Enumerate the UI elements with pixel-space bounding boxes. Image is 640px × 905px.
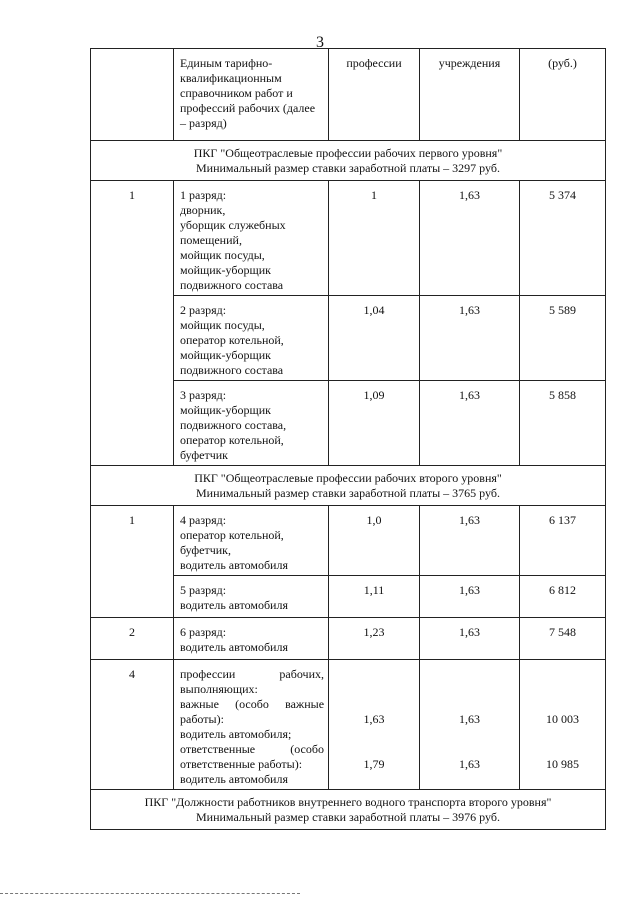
header-name-line: справочником работ и: [180, 86, 293, 100]
coef-profession: 1: [329, 181, 420, 296]
coef-institution-a: 1,63: [459, 712, 480, 726]
position-word: важные: [180, 697, 219, 711]
position-line: мойщик-уборщик: [180, 348, 271, 362]
group1-title: ПКГ "Общеотраслевые профессии рабочих первого уровня": [193, 146, 503, 160]
coef-institution: 1,63: [420, 618, 520, 660]
row-number: 1: [91, 506, 174, 618]
group3-subtitle: Минимальный размер ставки заработной платы – 3976 руб.: [196, 810, 500, 824]
position-line: 3 разряд:: [180, 388, 227, 402]
position-line: [180, 667, 324, 682]
position-line: водитель автомобиля: [180, 598, 288, 612]
header-col-rub: (руб.): [520, 49, 606, 141]
coef-profession: 1,0: [329, 506, 420, 576]
position-line: подвижного состава: [180, 278, 284, 292]
header-name-line: профессий рабочих (далее: [180, 101, 316, 115]
position-word: профессии: [180, 667, 236, 681]
salary-value-a: 10 003: [546, 712, 579, 726]
position-line: 1 разряд:: [180, 188, 227, 202]
position-line: помещений,: [180, 233, 242, 247]
position-word: рабочих,: [279, 667, 324, 681]
group-title-row: [91, 141, 606, 181]
page-number: 3: [316, 34, 324, 51]
position-line: водитель автомобиля: [180, 558, 288, 572]
header-row: [91, 49, 606, 141]
table-row: [91, 181, 606, 296]
table-row: [91, 618, 606, 660]
row-number: 1: [91, 181, 174, 466]
position-line: 2 разряд:: [180, 303, 227, 317]
coef-profession: [329, 660, 420, 790]
position-line: водитель автомобиля: [180, 640, 288, 654]
group-title-row: [91, 790, 606, 830]
position-word: (особо: [235, 697, 269, 711]
position-cell: [174, 576, 329, 618]
position-line: 5 разряд:: [180, 583, 227, 597]
coef-profession: 1,09: [329, 381, 420, 466]
header-name-line: Единым тарифно-: [180, 56, 273, 70]
position-cell: [174, 618, 329, 660]
position-line: водитель автомобиля;: [180, 727, 292, 741]
position-line: [180, 742, 324, 757]
group1-title-cell: [91, 141, 606, 181]
position-cell: [174, 506, 329, 576]
position-line: подвижного состава: [180, 363, 284, 377]
table-row: [91, 660, 606, 790]
header-num-cell: [91, 49, 174, 141]
position-line: мойщик-уборщик: [180, 403, 271, 417]
group3-title: ПКГ "Должности работников внутреннего водного транспорта второго уровня": [144, 795, 552, 809]
salary-value: 5 858: [520, 381, 606, 466]
position-line: работы):: [180, 712, 224, 726]
group1-subtitle: Минимальный размер ставки заработной платы – 3297 руб.: [196, 161, 500, 175]
position-line: оператор котельной,: [180, 528, 284, 542]
position-line: мойщик посуды,: [180, 248, 265, 262]
position-line: мойщик-уборщик: [180, 263, 271, 277]
salary-value-b: 10 985: [546, 757, 579, 771]
coef-institution-b: 1,63: [459, 757, 480, 771]
position-line: мойщик посуды,: [180, 318, 265, 332]
group2-title: ПКГ "Общеотраслевые профессии рабочих второго уровня": [194, 471, 502, 485]
row-number: 4: [91, 660, 174, 790]
position-cell: [174, 660, 329, 790]
position-line: водитель автомобиля: [180, 772, 288, 786]
position-line: уборщик служебных: [180, 218, 286, 232]
position-line: подвижного состава,: [180, 418, 287, 432]
position-line: дворник,: [180, 203, 226, 217]
position-word: (особо: [290, 742, 324, 756]
bottom-rule: [0, 893, 300, 894]
salary-value: 6 137: [520, 506, 606, 576]
coef-profession: 1,11: [329, 576, 420, 618]
header-col-institution: учреждения: [420, 49, 520, 141]
group2-subtitle: Минимальный размер ставки заработной платы – 3765 руб.: [196, 486, 500, 500]
salary-table: [90, 48, 606, 830]
position-line: 6 разряд:: [180, 625, 227, 639]
coef-institution: 1,63: [420, 381, 520, 466]
position-line: выполняющих:: [180, 682, 258, 696]
group-title-row: [91, 466, 606, 506]
row-number: 2: [91, 618, 174, 660]
position-line: ответственные работы):: [180, 757, 303, 771]
coef-profession: 1,23: [329, 618, 420, 660]
position-cell: [174, 381, 329, 466]
salary-value: 7 548: [520, 618, 606, 660]
position-cell: [174, 181, 329, 296]
coef-institution: 1,63: [420, 506, 520, 576]
position-word: важные: [285, 697, 325, 711]
coef-institution: 1,63: [420, 181, 520, 296]
position-word: ответственные: [180, 742, 256, 756]
position-line: оператор котельной,: [180, 433, 284, 447]
position-line: буфетчик,: [180, 543, 231, 557]
salary-value: [520, 660, 606, 790]
coef-institution: [420, 660, 520, 790]
position-line: оператор котельной,: [180, 333, 284, 347]
position-line: [180, 697, 324, 712]
coef-profession: 1,04: [329, 296, 420, 381]
group2-title-cell: [91, 466, 606, 506]
coef-institution: 1,63: [420, 576, 520, 618]
position-cell: [174, 296, 329, 381]
header-col-profession: профессии: [329, 49, 420, 141]
coef-profession-b: 1,79: [363, 757, 385, 771]
table-row: [91, 506, 606, 576]
position-line: 4 разряд:: [180, 513, 227, 527]
coef-profession-a: 1,63: [363, 712, 385, 726]
header-name-line: квалификационным: [180, 71, 282, 85]
header-name-cell: [174, 49, 329, 141]
coef-institution: 1,63: [420, 296, 520, 381]
salary-value: 5 374: [520, 181, 606, 296]
salary-value: 5 589: [520, 296, 606, 381]
group3-title-cell: [91, 790, 606, 830]
salary-value: 6 812: [520, 576, 606, 618]
header-name-line: – разряд): [180, 116, 227, 130]
position-line: буфетчик: [180, 448, 228, 462]
